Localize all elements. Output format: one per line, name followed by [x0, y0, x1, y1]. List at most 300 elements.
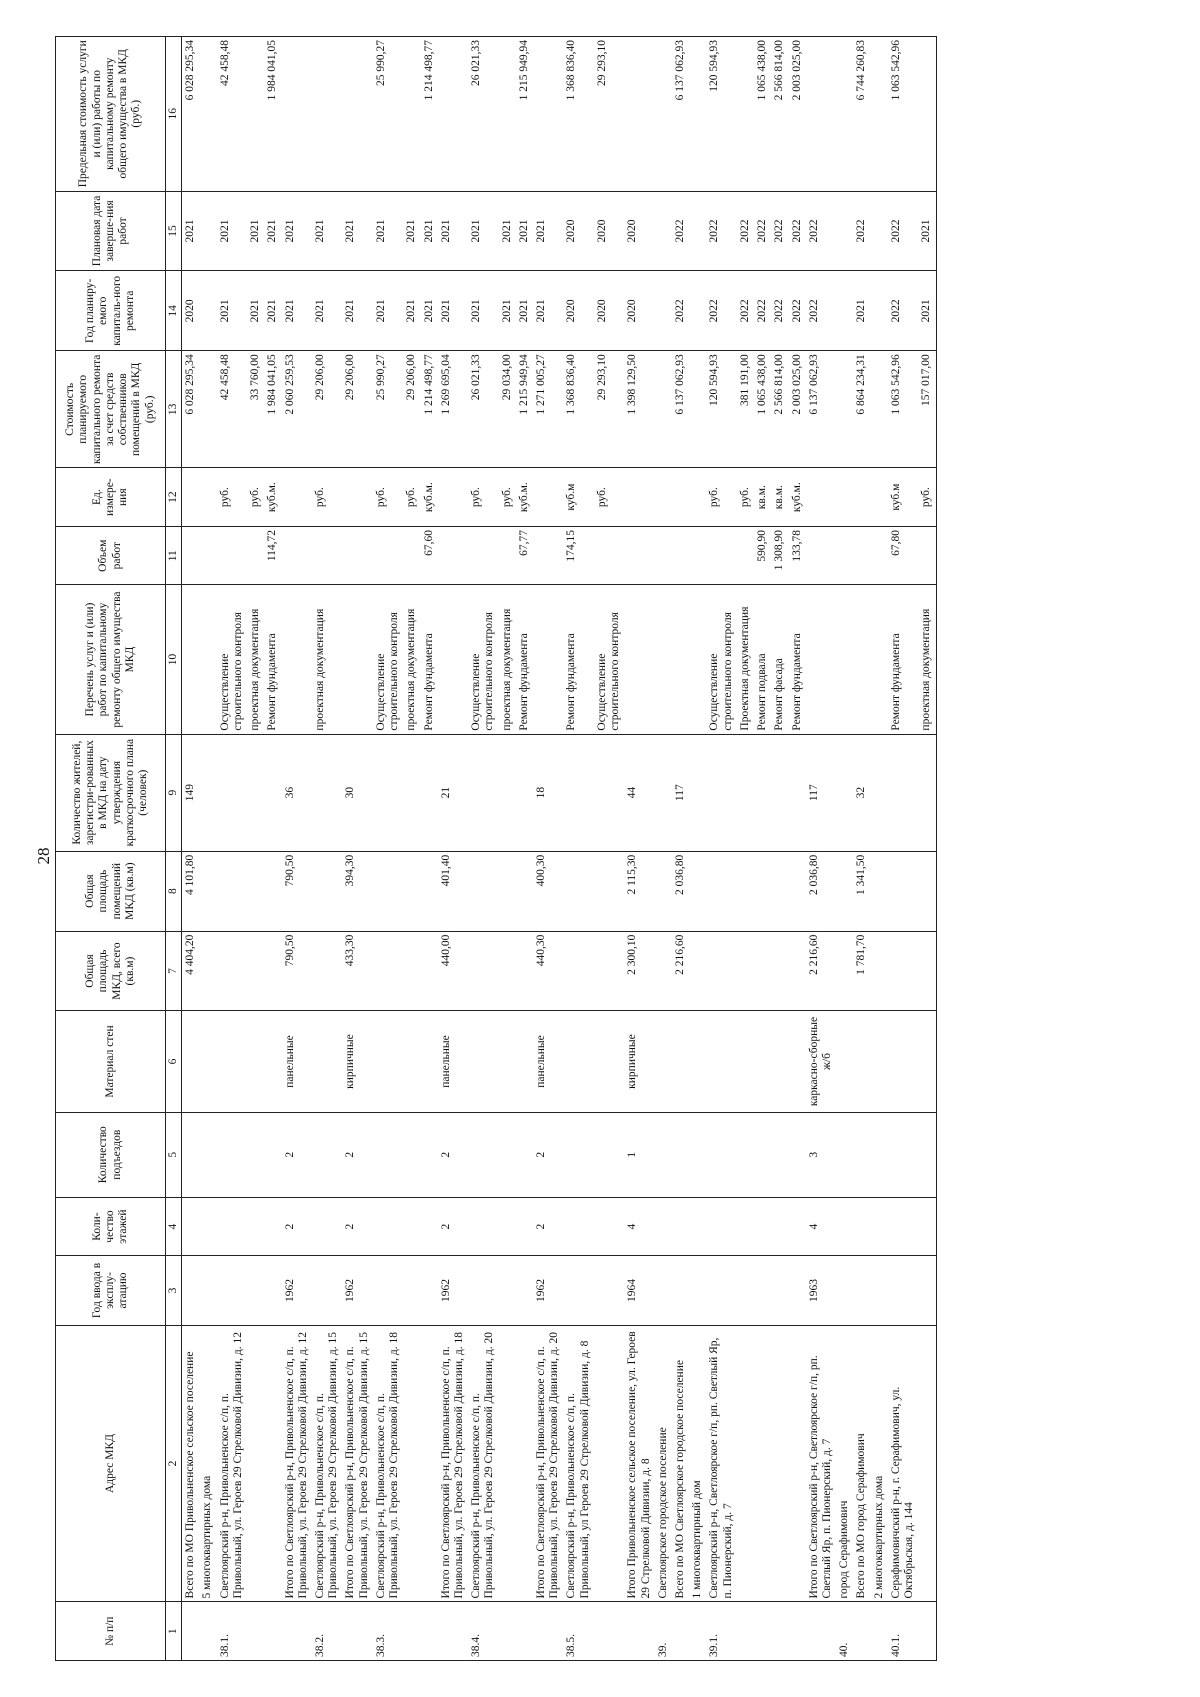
table-cell: проектная документация [247, 585, 264, 734]
table-cell: 2 [282, 1112, 312, 1197]
table-cell: 2021 [421, 271, 438, 351]
table-row [789, 37, 806, 1661]
table-cell [836, 351, 853, 468]
table-cell [516, 931, 533, 1011]
table-cell: 2022 [789, 191, 806, 271]
table-cell [655, 1112, 672, 1197]
table-cell [853, 1602, 870, 1661]
table-cell: 38.5. [563, 1602, 593, 1661]
table-cell: 2022 [888, 191, 918, 271]
table-cell [468, 851, 498, 931]
table-cell: Проектная документация [737, 585, 754, 734]
table-cell [888, 931, 918, 1011]
table-cell [771, 1112, 788, 1197]
table-cell: 3 [806, 1112, 836, 1197]
table-row [853, 37, 870, 1661]
table-cell: 38.2. [312, 1602, 342, 1661]
table-cell [199, 351, 216, 468]
table-cell [594, 851, 624, 931]
table-cell: 1 214 498,77 [421, 37, 438, 192]
table-cell [655, 585, 672, 734]
table-cell: проектная документация [918, 585, 936, 734]
table-cell [516, 1256, 533, 1325]
table-cell [403, 931, 420, 1011]
table-cell: 25 990,27 [373, 37, 403, 192]
table-cell: 2021 [373, 191, 403, 271]
table-cell [672, 1112, 689, 1197]
table-cell [871, 191, 888, 271]
table-cell [533, 1602, 563, 1661]
table-row [421, 37, 438, 1661]
table-cell: 2 216,60 [672, 931, 689, 1011]
table-cell [871, 1602, 888, 1661]
table-cell: 2021 [438, 191, 468, 271]
table-cell: 401,40 [438, 851, 468, 931]
column-number: 13 [166, 351, 182, 468]
table-cell [499, 1011, 516, 1112]
header-cell: Год ввода в эксплу-атацию [56, 1256, 166, 1325]
table-cell: Ремонт фундамента [516, 585, 533, 734]
table-cell [689, 1602, 706, 1661]
table-cell [771, 931, 788, 1011]
table-cell: 2022 [672, 191, 689, 271]
table-cell: 2020 [624, 271, 654, 351]
table-cell [264, 931, 281, 1011]
table-cell [594, 931, 624, 1011]
table-cell: 1 984 041,05 [264, 351, 281, 468]
table-cell [918, 734, 936, 851]
table-cell [312, 734, 342, 851]
table-cell: 120 594,93 [706, 351, 736, 468]
column-number: 7 [166, 931, 182, 1011]
table-cell [217, 1256, 247, 1325]
table-cell [806, 526, 836, 585]
table-cell: Итого по Светлоярский р-н, Светлоярское г/п, рп. Светлый Яр, п. Пионерский, д. 7 [806, 1325, 836, 1602]
table-cell: руб. [706, 468, 736, 527]
table-cell [182, 1011, 200, 1112]
table-cell [737, 1325, 754, 1602]
table-cell: 2 060 259,53 [282, 351, 312, 468]
table-cell [247, 1256, 264, 1325]
table-cell [737, 1602, 754, 1661]
table-cell: Осуществление строительного контроля [217, 585, 247, 734]
table-cell [672, 1011, 689, 1112]
table-cell: 2022 [706, 191, 736, 271]
table-cell: 2022 [706, 271, 736, 351]
table-cell: 2021 [918, 191, 936, 271]
header-cell: Общая площадь МКД, всего (кв.м) [56, 931, 166, 1011]
table-cell: проектная документация [499, 585, 516, 734]
table-cell [836, 734, 853, 851]
table-cell: 1 368 836,40 [563, 37, 593, 192]
capital-repair-table [55, 36, 937, 1661]
table-cell [264, 1197, 281, 1256]
table-cell [789, 1112, 806, 1197]
table-cell: 2021 [468, 191, 498, 271]
table-cell: Ремонт фундамента [563, 585, 593, 734]
table-cell: 117 [806, 734, 836, 851]
table-cell [771, 1011, 788, 1112]
table-cell [421, 1112, 438, 1197]
table-cell: 2022 [737, 271, 754, 351]
table-cell: 32 [853, 734, 870, 851]
table-cell [499, 1602, 516, 1661]
table-cell: 1 [624, 1112, 654, 1197]
table-cell [737, 37, 754, 192]
header-cell: Ед. измере-ния [56, 468, 166, 527]
table-row [706, 37, 736, 1661]
table-cell [199, 734, 216, 851]
table-cell [264, 1112, 281, 1197]
table-cell: 2021 [853, 271, 870, 351]
table-cell [789, 1197, 806, 1256]
table-row [499, 37, 516, 1661]
table-cell [836, 851, 853, 931]
column-number: 10 [166, 585, 182, 734]
table-row [737, 37, 754, 1661]
table-cell: 1 271 005,27 [533, 351, 563, 468]
table-cell [689, 271, 706, 351]
table-cell [516, 734, 533, 851]
table-cell [421, 931, 438, 1011]
table-cell: 2020 [563, 191, 593, 271]
table-cell: 2022 [754, 271, 771, 351]
table-cell [689, 37, 706, 192]
table-cell [771, 734, 788, 851]
table-cell [217, 1011, 247, 1112]
table-cell [421, 1602, 438, 1661]
table-cell: панельные [533, 1011, 563, 1112]
table-row [282, 37, 312, 1661]
table-cell: 120 594,93 [706, 37, 736, 192]
table-cell: руб. [373, 468, 403, 527]
table-cell: панельные [438, 1011, 468, 1112]
table-cell [871, 468, 888, 527]
table-cell: 2021 [312, 271, 342, 351]
table-cell [853, 585, 870, 734]
table-cell: Всего по МО Привольненское сельское поселение [182, 1325, 200, 1602]
table-cell [312, 37, 342, 192]
table-cell: куб.м. [789, 468, 806, 527]
table-cell [312, 526, 342, 585]
table-cell: 2022 [806, 191, 836, 271]
table-cell [421, 851, 438, 931]
table-row [533, 37, 563, 1661]
table-cell: 2021 [438, 271, 468, 351]
table-cell [282, 37, 312, 192]
table-cell [403, 526, 420, 585]
table-cell [438, 37, 468, 192]
table-cell [594, 1112, 624, 1197]
table-cell: 440,00 [438, 931, 468, 1011]
table-cell: проектная документация [403, 585, 420, 734]
table-cell [217, 526, 247, 585]
table-cell: Итого Привольненское сельское поселение, ул. Героев 29 Стрелковой Дивизии, д. 8 [624, 1325, 654, 1602]
table-cell [836, 1112, 853, 1197]
table-cell [672, 1197, 689, 1256]
table-cell [789, 851, 806, 931]
table-cell [403, 1112, 420, 1197]
header-cell: Материал стен [56, 1011, 166, 1112]
header-cell: Год планиру-емого капиталь-ного ремонта [56, 271, 166, 351]
table-cell: 21 [438, 734, 468, 851]
table-cell [836, 191, 853, 271]
table-cell [247, 851, 264, 931]
table-cell: 40.1. [888, 1602, 918, 1661]
table-cell: 6 864 234,31 [853, 351, 870, 468]
table-cell: 18 [533, 734, 563, 851]
table-cell [888, 1256, 918, 1325]
table-cell [771, 1197, 788, 1256]
table-cell [373, 1011, 403, 1112]
table-cell: Всего по МО город Серафимович [853, 1325, 870, 1602]
table-cell: 25 990,27 [373, 351, 403, 468]
table-cell [871, 734, 888, 851]
table-cell: 44 [624, 734, 654, 851]
table-cell [282, 585, 312, 734]
table-cell: 4 [806, 1197, 836, 1256]
table-cell [516, 1325, 533, 1602]
table-cell: Осуществление строительного контроля [468, 585, 498, 734]
table-cell [689, 931, 706, 1011]
table-cell [282, 526, 312, 585]
table-cell [468, 734, 498, 851]
table-cell [624, 585, 654, 734]
table-cell [373, 931, 403, 1011]
table-cell: 6 137 062,93 [806, 351, 836, 468]
table-cell: 2021 [282, 271, 312, 351]
table-cell: 5 многоквартирных дома [199, 1325, 216, 1602]
table-cell [853, 468, 870, 527]
table-cell: 2021 [533, 271, 563, 351]
table-cell: 2 [342, 1197, 372, 1256]
table-row [888, 37, 918, 1661]
table-cell [737, 734, 754, 851]
table-cell [373, 1112, 403, 1197]
table-cell [754, 931, 771, 1011]
table-cell [182, 1256, 200, 1325]
table-cell [247, 1197, 264, 1256]
table-cell [373, 734, 403, 851]
column-number: 15 [166, 191, 182, 271]
column-number: 12 [166, 468, 182, 527]
table-cell: руб. [217, 468, 247, 527]
table-cell [438, 585, 468, 734]
table-cell [516, 1112, 533, 1197]
table-cell [264, 851, 281, 931]
table-cell [342, 585, 372, 734]
column-number: 9 [166, 734, 182, 851]
table-cell [533, 526, 563, 585]
table-cell: 381 191,00 [737, 351, 754, 468]
table-cell [563, 1112, 593, 1197]
table-row [624, 37, 654, 1661]
table-cell [836, 1197, 853, 1256]
table-cell: 26 021,33 [468, 351, 498, 468]
table-cell [689, 1112, 706, 1197]
table-cell: 2 566 814,00 [771, 351, 788, 468]
table-cell [247, 1602, 264, 1661]
table-cell [563, 1011, 593, 1112]
table-cell [217, 1112, 247, 1197]
table-cell [754, 1112, 771, 1197]
table-cell: 1 215 949,94 [516, 351, 533, 468]
table-cell: 2021 [373, 271, 403, 351]
table-cell [853, 1011, 870, 1112]
table-cell: 2021 [516, 271, 533, 351]
table-cell: руб. [594, 468, 624, 527]
table-cell [655, 37, 672, 192]
table-cell: 67,77 [516, 526, 533, 585]
table-cell [563, 1256, 593, 1325]
table-cell [771, 1325, 788, 1602]
table-cell: 2 [282, 1197, 312, 1256]
table-cell: 1 063 542,96 [888, 351, 918, 468]
table-cell [282, 468, 312, 527]
table-cell [737, 1256, 754, 1325]
table-cell: Всего по МО Светлоярское городское поселение [672, 1325, 689, 1602]
table-cell [836, 526, 853, 585]
table-cell [217, 931, 247, 1011]
table-cell [754, 1011, 771, 1112]
table-cell [806, 468, 836, 527]
table-cell [468, 1256, 498, 1325]
table-cell: 1 368 836,40 [563, 351, 593, 468]
table-cell [421, 1197, 438, 1256]
table-cell [789, 1011, 806, 1112]
table-cell: куб.м. [421, 468, 438, 527]
table-cell [373, 1256, 403, 1325]
table-cell [836, 1256, 853, 1325]
column-number: 1 [166, 1602, 182, 1661]
table-cell [594, 1325, 624, 1602]
table-cell [438, 526, 468, 585]
table-cell [871, 585, 888, 734]
table-cell: 2022 [754, 191, 771, 271]
table-cell: куб.м. [516, 468, 533, 527]
table-cell [199, 1011, 216, 1112]
table-cell: 2 036,80 [672, 851, 689, 931]
table-cell: 2021 [182, 191, 200, 271]
table-cell [737, 851, 754, 931]
table-cell [737, 1112, 754, 1197]
table-cell [594, 526, 624, 585]
table-cell: 2 [342, 1112, 372, 1197]
table-cell [689, 351, 706, 468]
table-cell: Осуществление строительного контроля [373, 585, 403, 734]
table-cell: 133,78 [789, 526, 806, 585]
column-number: 3 [166, 1256, 182, 1325]
table-cell: 2021 [264, 271, 281, 351]
table-cell [871, 526, 888, 585]
table-cell: 590,90 [754, 526, 771, 585]
table-cell: каркасно-сборные ж/б [806, 1011, 836, 1112]
table-cell [853, 1197, 870, 1256]
table-row [672, 37, 689, 1661]
table-cell: 2021 [403, 271, 420, 351]
table-cell: проектная документация [312, 585, 342, 734]
table-cell: 2022 [888, 271, 918, 351]
table-cell [247, 37, 264, 192]
table-cell: руб. [737, 468, 754, 527]
column-number: 5 [166, 1112, 182, 1197]
table-cell [312, 1256, 342, 1325]
table-cell: 174,15 [563, 526, 593, 585]
table-cell [655, 271, 672, 351]
table-cell [918, 37, 936, 192]
table-cell: куб.м [888, 468, 918, 527]
header-cell: Перечень услуг и (или) работ по капитальному ремонту общего имущества МКД [56, 585, 166, 734]
table-cell [342, 526, 372, 585]
table-cell: 30 [342, 734, 372, 851]
table-cell [672, 526, 689, 585]
table-cell: Ремонт фасада [771, 585, 788, 734]
table-cell [689, 1197, 706, 1256]
table-row [806, 37, 836, 1661]
table-cell: 2020 [624, 191, 654, 271]
table-cell: 1 781,70 [853, 931, 870, 1011]
table-cell [217, 734, 247, 851]
header-cell: Предельная стоимость услуги и (или) работы по капитальному ремонту общего имущества в МКД (руб.) [56, 37, 166, 192]
table-cell [373, 851, 403, 931]
table-cell: 2 003 025,00 [789, 351, 806, 468]
table-cell [594, 734, 624, 851]
table-cell: 42 458,48 [217, 351, 247, 468]
table-cell [624, 526, 654, 585]
table-cell: Ремонт фундамента [264, 585, 281, 734]
table-cell: 2021 [516, 191, 533, 271]
table-cell [789, 1256, 806, 1325]
table-cell: 6 137 062,93 [672, 351, 689, 468]
table-cell: 2022 [672, 271, 689, 351]
table-cell [888, 1197, 918, 1256]
header-cell: Стоимость планируемого капитального ремонта за счет средств собственников помещений в МКД (руб.) [56, 351, 166, 468]
table-cell: 6 744 260,83 [853, 37, 870, 192]
table-cell [836, 468, 853, 527]
table-cell [888, 734, 918, 851]
table-cell: 2021 [342, 191, 372, 271]
table-cell [247, 526, 264, 585]
table-cell: 2021 [499, 271, 516, 351]
table-cell [342, 468, 372, 527]
table-cell: 38.4. [468, 1602, 498, 1661]
header-cell: Количество жителей, зарегистри-рованных в МКД на дату утверждения краткосрочного плана (человек) [56, 734, 166, 851]
table-cell [594, 1197, 624, 1256]
table-cell: 2 многоквартирных дома [871, 1325, 888, 1602]
table-cell [247, 931, 264, 1011]
table-row [771, 37, 788, 1661]
column-number: 11 [166, 526, 182, 585]
table-cell [655, 351, 672, 468]
table-cell: 1 308,90 [771, 526, 788, 585]
table-cell [706, 1112, 736, 1197]
table-cell: 2022 [771, 271, 788, 351]
table-cell [706, 1256, 736, 1325]
table-cell: 2021 [342, 271, 372, 351]
table-cell [563, 1197, 593, 1256]
table-cell [421, 1325, 438, 1602]
table-cell [853, 526, 870, 585]
table-cell [264, 1256, 281, 1325]
table-cell [853, 1112, 870, 1197]
table-cell: руб. [468, 468, 498, 527]
table-cell [199, 271, 216, 351]
table-cell: руб. [499, 468, 516, 527]
table-cell: 1 214 498,77 [421, 351, 438, 468]
table-row [563, 37, 593, 1661]
table-row [438, 37, 468, 1661]
table-cell [918, 931, 936, 1011]
